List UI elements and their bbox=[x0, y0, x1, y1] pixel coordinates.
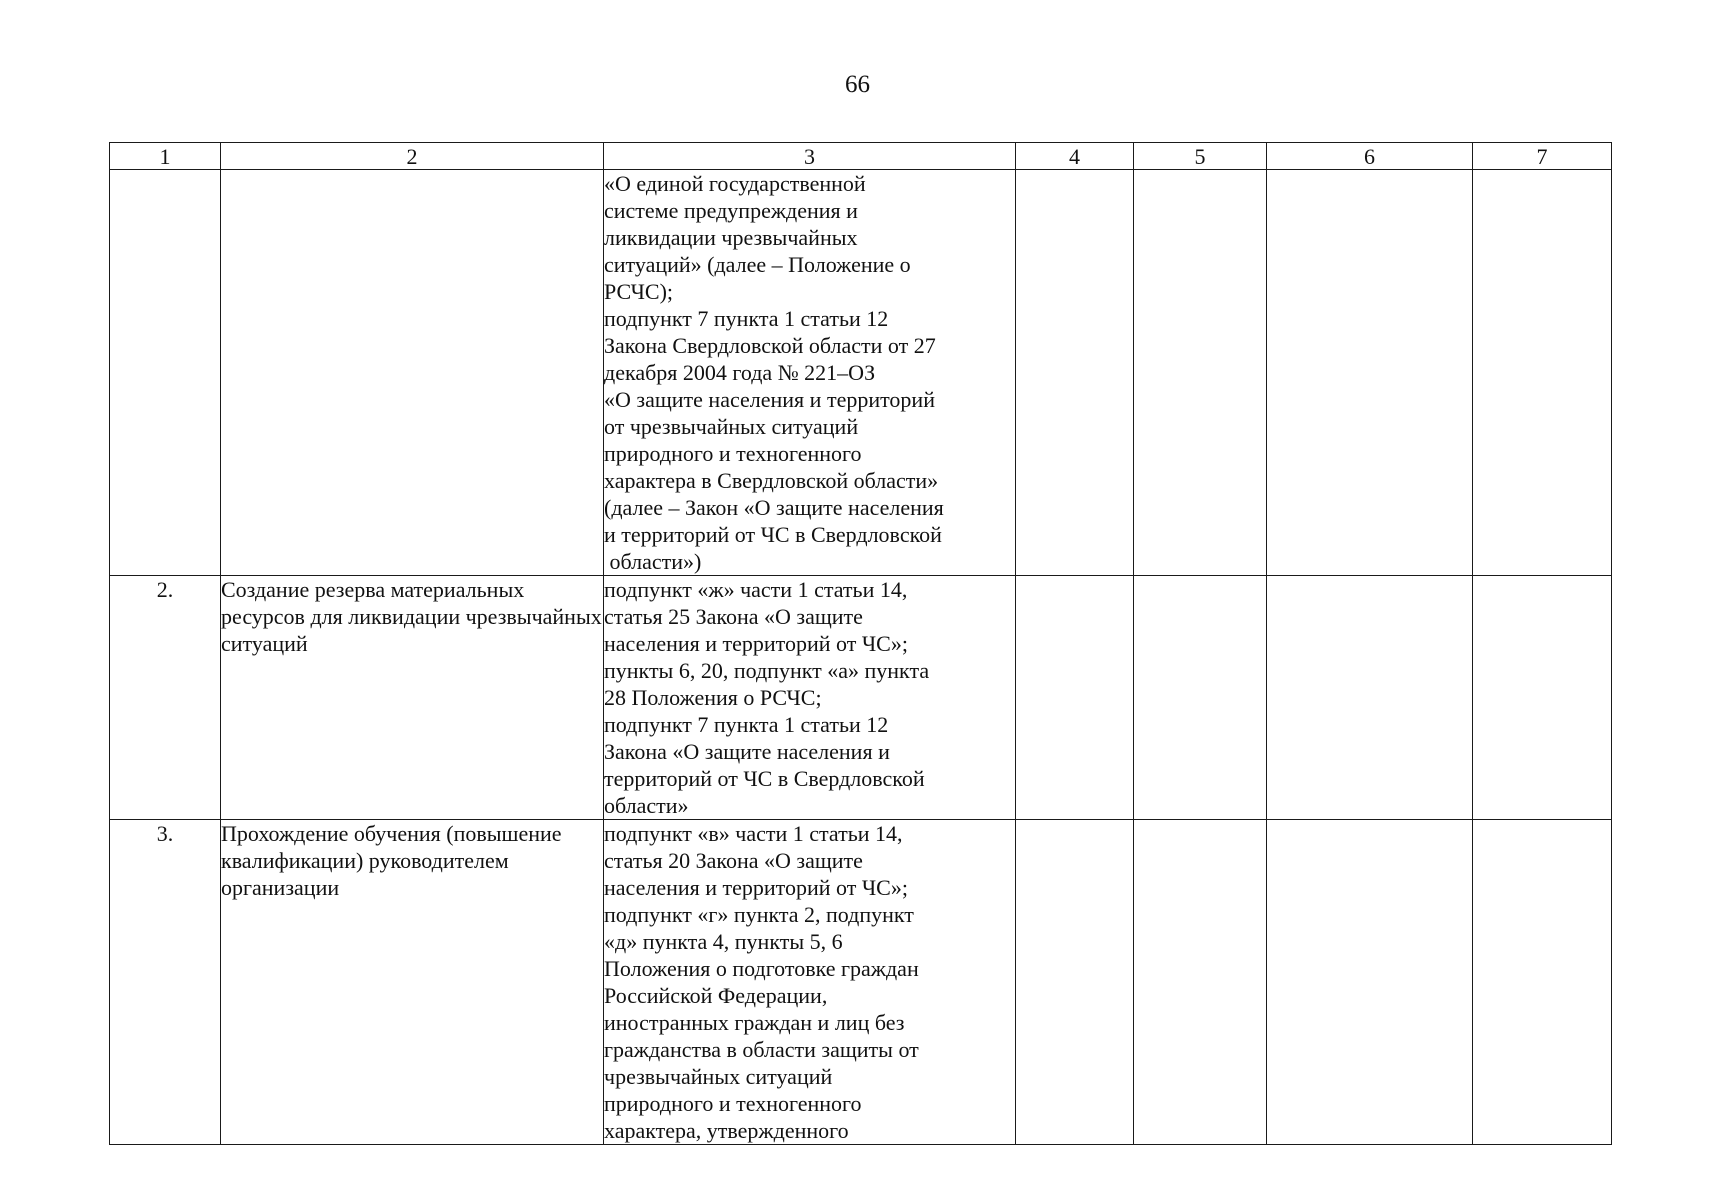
basis-line: «О защите населения и территорий bbox=[604, 387, 935, 412]
cell-col-4 bbox=[1016, 820, 1134, 1145]
basis-line: «О единой государственной bbox=[604, 171, 866, 196]
basis-line: подпункт 7 пункта 1 статьи 12 bbox=[604, 306, 889, 331]
basis-line: территорий от ЧС в Свердловской bbox=[604, 766, 925, 791]
cell-col-5 bbox=[1134, 820, 1267, 1145]
basis-line: ситуаций» (далее – Положение о bbox=[604, 252, 911, 277]
cell-col-7 bbox=[1473, 820, 1612, 1145]
legal-basis bbox=[604, 576, 1016, 820]
measure-name: Прохождение обучения (повышение квалификации) руководителем организации bbox=[221, 820, 604, 1145]
basis-line: 28 Положения о РСЧС; bbox=[604, 685, 822, 710]
cell-col-5 bbox=[1134, 170, 1267, 576]
basis-line: населения и территорий от ЧС»; bbox=[604, 631, 908, 656]
page-number: 66 bbox=[845, 71, 870, 98]
table-row-continuation bbox=[110, 170, 1612, 576]
basis-line: области») bbox=[604, 549, 702, 574]
header-col-4: 4 bbox=[1016, 143, 1134, 170]
basis-line: характера, утвержденного bbox=[604, 1118, 849, 1143]
basis-line: РСЧС); bbox=[604, 279, 674, 304]
basis-line: подпункт 7 пункта 1 статьи 12 bbox=[604, 712, 889, 737]
cell-col-4 bbox=[1016, 170, 1134, 576]
header-col-6: 6 bbox=[1267, 143, 1473, 170]
basis-line: подпункт «г» пункта 2, подпункт bbox=[604, 902, 914, 927]
table-row bbox=[110, 576, 1612, 820]
row-number: 2. bbox=[110, 576, 221, 820]
basis-line: статья 20 Закона «О защите bbox=[604, 848, 863, 873]
basis-line: и территорий от ЧС в Свердловской bbox=[604, 522, 942, 547]
table-row bbox=[110, 820, 1612, 1145]
measure-name: Создание резерва материальных ресурсов для ликвидации чрезвычайных ситуаций bbox=[221, 576, 604, 820]
measure-name bbox=[221, 170, 604, 576]
basis-line: «д» пункта 4, пункты 5, 6 bbox=[604, 929, 843, 954]
cell-col-6 bbox=[1267, 576, 1473, 820]
basis-line: гражданства в области защиты от bbox=[604, 1037, 919, 1062]
cell-col-7 bbox=[1473, 170, 1612, 576]
document-table bbox=[109, 142, 1612, 1145]
basis-line: Закона Свердловской области от 27 bbox=[604, 333, 936, 358]
basis-line: статья 25 Закона «О защите bbox=[604, 604, 863, 629]
basis-line: ликвидации чрезвычайных bbox=[604, 225, 858, 250]
basis-line: подпункт «в» части 1 статьи 14, bbox=[604, 821, 903, 846]
basis-line: чрезвычайных ситуаций bbox=[604, 1064, 833, 1089]
basis-line: подпункт «ж» части 1 статьи 14, bbox=[604, 577, 908, 602]
basis-line: декабря 2004 года № 221–ОЗ bbox=[604, 360, 876, 385]
legal-basis bbox=[604, 170, 1016, 576]
header-col-5: 5 bbox=[1134, 143, 1267, 170]
basis-line: системе предупреждения и bbox=[604, 198, 858, 223]
basis-line: Российской Федерации, bbox=[604, 983, 828, 1008]
basis-line: области» bbox=[604, 793, 689, 818]
basis-line: от чрезвычайных ситуаций bbox=[604, 414, 859, 439]
basis-line: Положения о подготовке граждан bbox=[604, 956, 919, 981]
basis-line: природного и техногенного bbox=[604, 441, 862, 466]
basis-line: иностранных граждан и лиц без bbox=[604, 1010, 905, 1035]
header-col-3: 3 bbox=[604, 143, 1016, 170]
legal-basis bbox=[604, 820, 1016, 1145]
basis-line: населения и территорий от ЧС»; bbox=[604, 875, 908, 900]
basis-line: пункты 6, 20, подпункт «а» пункта bbox=[604, 658, 930, 683]
row-number bbox=[110, 170, 221, 576]
cell-col-6 bbox=[1267, 820, 1473, 1145]
header-col-1: 1 bbox=[110, 143, 221, 170]
header-col-2: 2 bbox=[221, 143, 604, 170]
basis-line: Закона «О защите населения и bbox=[604, 739, 890, 764]
basis-line: (далее – Закон «О защите населения bbox=[604, 495, 944, 520]
basis-line: характера в Свердловской области» bbox=[604, 468, 939, 493]
cell-col-6 bbox=[1267, 170, 1473, 576]
cell-col-7 bbox=[1473, 576, 1612, 820]
header-row bbox=[110, 143, 1612, 170]
basis-line: природного и техногенного bbox=[604, 1091, 862, 1116]
row-number: 3. bbox=[110, 820, 221, 1145]
cell-col-5 bbox=[1134, 576, 1267, 820]
header-col-7: 7 bbox=[1473, 143, 1612, 170]
cell-col-4 bbox=[1016, 576, 1134, 820]
